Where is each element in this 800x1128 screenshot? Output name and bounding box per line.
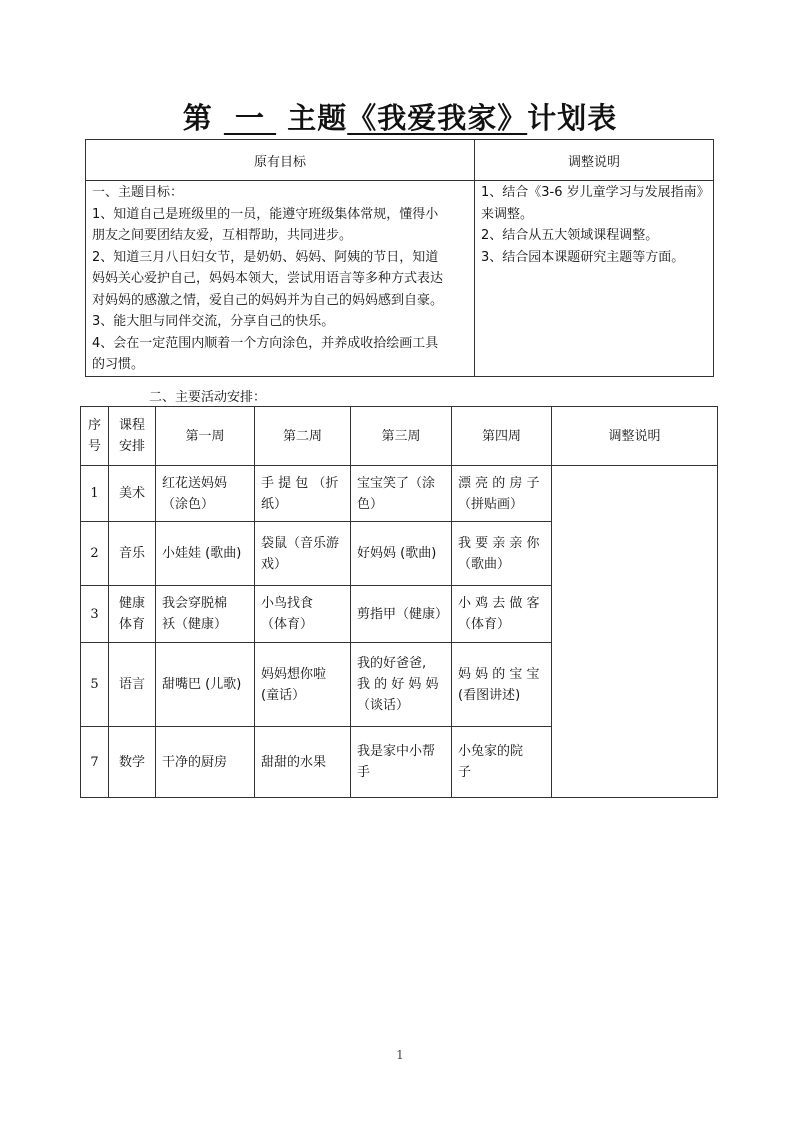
cell-line: 我会穿脱棉 xyxy=(162,596,228,611)
section-heading: 二、主要活动安排： xyxy=(149,390,267,405)
page-title xyxy=(0,96,800,137)
week4-cell xyxy=(452,727,552,798)
week2-header: 第二周 xyxy=(255,407,351,466)
subject-cell xyxy=(109,727,156,798)
cell-line: 我 的 好 妈 妈 xyxy=(357,677,439,692)
cell-line: 妈 妈 的 宝 宝 xyxy=(458,666,540,682)
cell-line: 美术 xyxy=(118,486,145,501)
goals-line: 妈妈关心爱护自己，妈妈本领大，尝试用语言等多种方式表达 xyxy=(92,271,444,286)
subject-cell xyxy=(109,466,156,522)
cell-line: 我是家中小帮 xyxy=(357,744,436,759)
theme-number: 一 xyxy=(234,101,265,135)
row-number: 5 xyxy=(81,643,109,727)
row-number: 1 xyxy=(81,466,109,522)
activity-table xyxy=(80,406,718,798)
week2-cell xyxy=(255,586,351,643)
goals-header-row xyxy=(86,140,714,181)
cell-line: 甜甜的水果 xyxy=(261,754,327,770)
cell-line: （体育） xyxy=(261,617,314,632)
adjustment-line: 3、结合园本课题研究主题等方面。 xyxy=(481,249,685,265)
cell-line: 小 鸡 去 做 客 xyxy=(458,596,540,611)
subject-cell xyxy=(109,586,156,643)
adjustment-line: 1、结合《3-6 岁儿童学习与发展指南》 xyxy=(481,185,710,200)
goals-table xyxy=(85,139,714,377)
adjustment-header: 调整说明 xyxy=(475,140,714,181)
cell-line: 妈妈想你啦 xyxy=(261,666,327,682)
cell-line: 干净的厨房 xyxy=(162,754,228,770)
cell-line: 漂 亮 的 房 子 xyxy=(458,475,540,491)
cell-line: 戏） xyxy=(261,556,288,572)
title-middle: 主题 xyxy=(287,101,348,135)
cell-line: 我 要 亲 亲 你 xyxy=(458,535,540,551)
cell-line: (童话） xyxy=(261,687,306,703)
title-suffix: 计划表 xyxy=(527,101,618,135)
cell-line: 袄（健康） xyxy=(162,617,228,632)
cell-line: 色） xyxy=(357,496,384,512)
cell-line: 小鸟找食 xyxy=(261,596,314,611)
week2-cell xyxy=(255,466,351,522)
cell-line: 纸） xyxy=(261,496,288,512)
goals-line: 4、会在一定范围内顺着一个方向涂色，并养成收拾绘画工具 xyxy=(92,335,439,351)
cell-line: 我的好爸爸, xyxy=(357,656,427,671)
goals-line: 对妈妈的感激之情，爱自己的妈妈并为自己的妈妈感到自豪。 xyxy=(92,292,444,308)
subject-cell xyxy=(109,643,156,727)
cell-line: 手 提 包 （折 xyxy=(261,475,339,491)
week4-cell xyxy=(452,586,552,643)
cell-line: 宝宝笑了（涂 xyxy=(357,475,436,491)
row-number: 2 xyxy=(81,522,109,586)
week2-cell xyxy=(255,522,351,586)
cell-line: 手 xyxy=(357,765,371,780)
goals-line: 的习惯。 xyxy=(92,357,145,372)
cell-line: （涂色） xyxy=(162,496,215,512)
cell-line: (看图讲述) xyxy=(458,687,521,703)
week1-cell xyxy=(156,643,255,727)
row-number: 7 xyxy=(81,727,109,798)
goals-line: 1、知道自己是班级里的一员，能遵守班级集体常规，懂得小 xyxy=(92,206,439,222)
adjustment-line: 2、结合从五大领域课程调整。 xyxy=(481,228,659,243)
week3-cell xyxy=(351,522,452,586)
activity-header-row xyxy=(81,407,718,466)
activity-row xyxy=(81,466,718,522)
cell-line: 健康 xyxy=(118,596,145,611)
cell-line: 体育 xyxy=(118,617,145,632)
week1-header: 第一周 xyxy=(156,407,255,466)
week1-cell xyxy=(156,466,255,522)
adjustment-line: 来调整。 xyxy=(481,206,534,222)
week1-cell xyxy=(156,727,255,798)
week3-cell xyxy=(351,643,452,727)
goals-line: 3、能大胆与同伴交流，分享自己的快乐。 xyxy=(92,314,335,329)
week4-cell xyxy=(452,522,552,586)
goals-line: 朋友之间要团结友爱，互相帮助，共同进步。 xyxy=(92,228,353,243)
course-header: 课程 安排 xyxy=(109,407,156,466)
cell-line: 甜嘴巴 (儿歌) xyxy=(162,677,242,692)
cell-line: 音乐 xyxy=(118,546,145,561)
week3-cell xyxy=(351,466,452,522)
week4-cell xyxy=(452,466,552,522)
activity-body xyxy=(81,466,718,798)
goals-line: 一、主题目标： xyxy=(92,185,184,200)
notes-cell xyxy=(552,466,718,798)
cell-line: （歌曲） xyxy=(458,556,511,572)
week2-cell xyxy=(255,643,351,727)
subject-cell xyxy=(109,522,156,586)
cell-line: 数学 xyxy=(118,754,145,770)
week4-cell xyxy=(452,643,552,727)
cell-line: （拼贴画） xyxy=(458,496,524,512)
title-prefix: 第 xyxy=(182,101,213,135)
week3-cell xyxy=(351,586,452,643)
cell-line: 子 xyxy=(458,765,472,780)
theme-name: 《我爱我家》 xyxy=(347,101,528,135)
notes-header: 调整说明 xyxy=(552,407,718,466)
cell-line: 袋鼠（音乐游 xyxy=(261,535,340,551)
row-number: 3 xyxy=(81,586,109,643)
week4-header: 第四周 xyxy=(452,407,552,466)
cell-line: 好妈妈 (歌曲) xyxy=(357,546,437,561)
page-number: 1 xyxy=(396,1048,404,1062)
cell-line: 剪指甲（健康） xyxy=(357,606,449,622)
cell-line: 小娃娃 (歌曲) xyxy=(162,546,242,561)
index-header: 序 号 xyxy=(81,407,109,466)
adjustments-cell xyxy=(475,181,714,377)
goals-body-row xyxy=(86,181,714,377)
cell-line: （谈话） xyxy=(357,698,410,713)
cell-line: 语言 xyxy=(118,677,145,692)
week1-cell xyxy=(156,522,255,586)
cell-line: 小兔家的院 xyxy=(458,744,524,759)
cell-line: （体育） xyxy=(458,617,511,632)
original-goals-header: 原有目标 xyxy=(86,140,475,181)
cell-line: 红花送妈妈 xyxy=(162,475,228,491)
original-goals-cell xyxy=(86,181,475,377)
goals-line: 2、知道三月八日妇女节，是奶奶、妈妈、阿姨的节日，知道 xyxy=(92,249,439,265)
week1-cell xyxy=(156,586,255,643)
week3-header: 第三周 xyxy=(351,407,452,466)
week2-cell xyxy=(255,727,351,798)
week3-cell xyxy=(351,727,452,798)
